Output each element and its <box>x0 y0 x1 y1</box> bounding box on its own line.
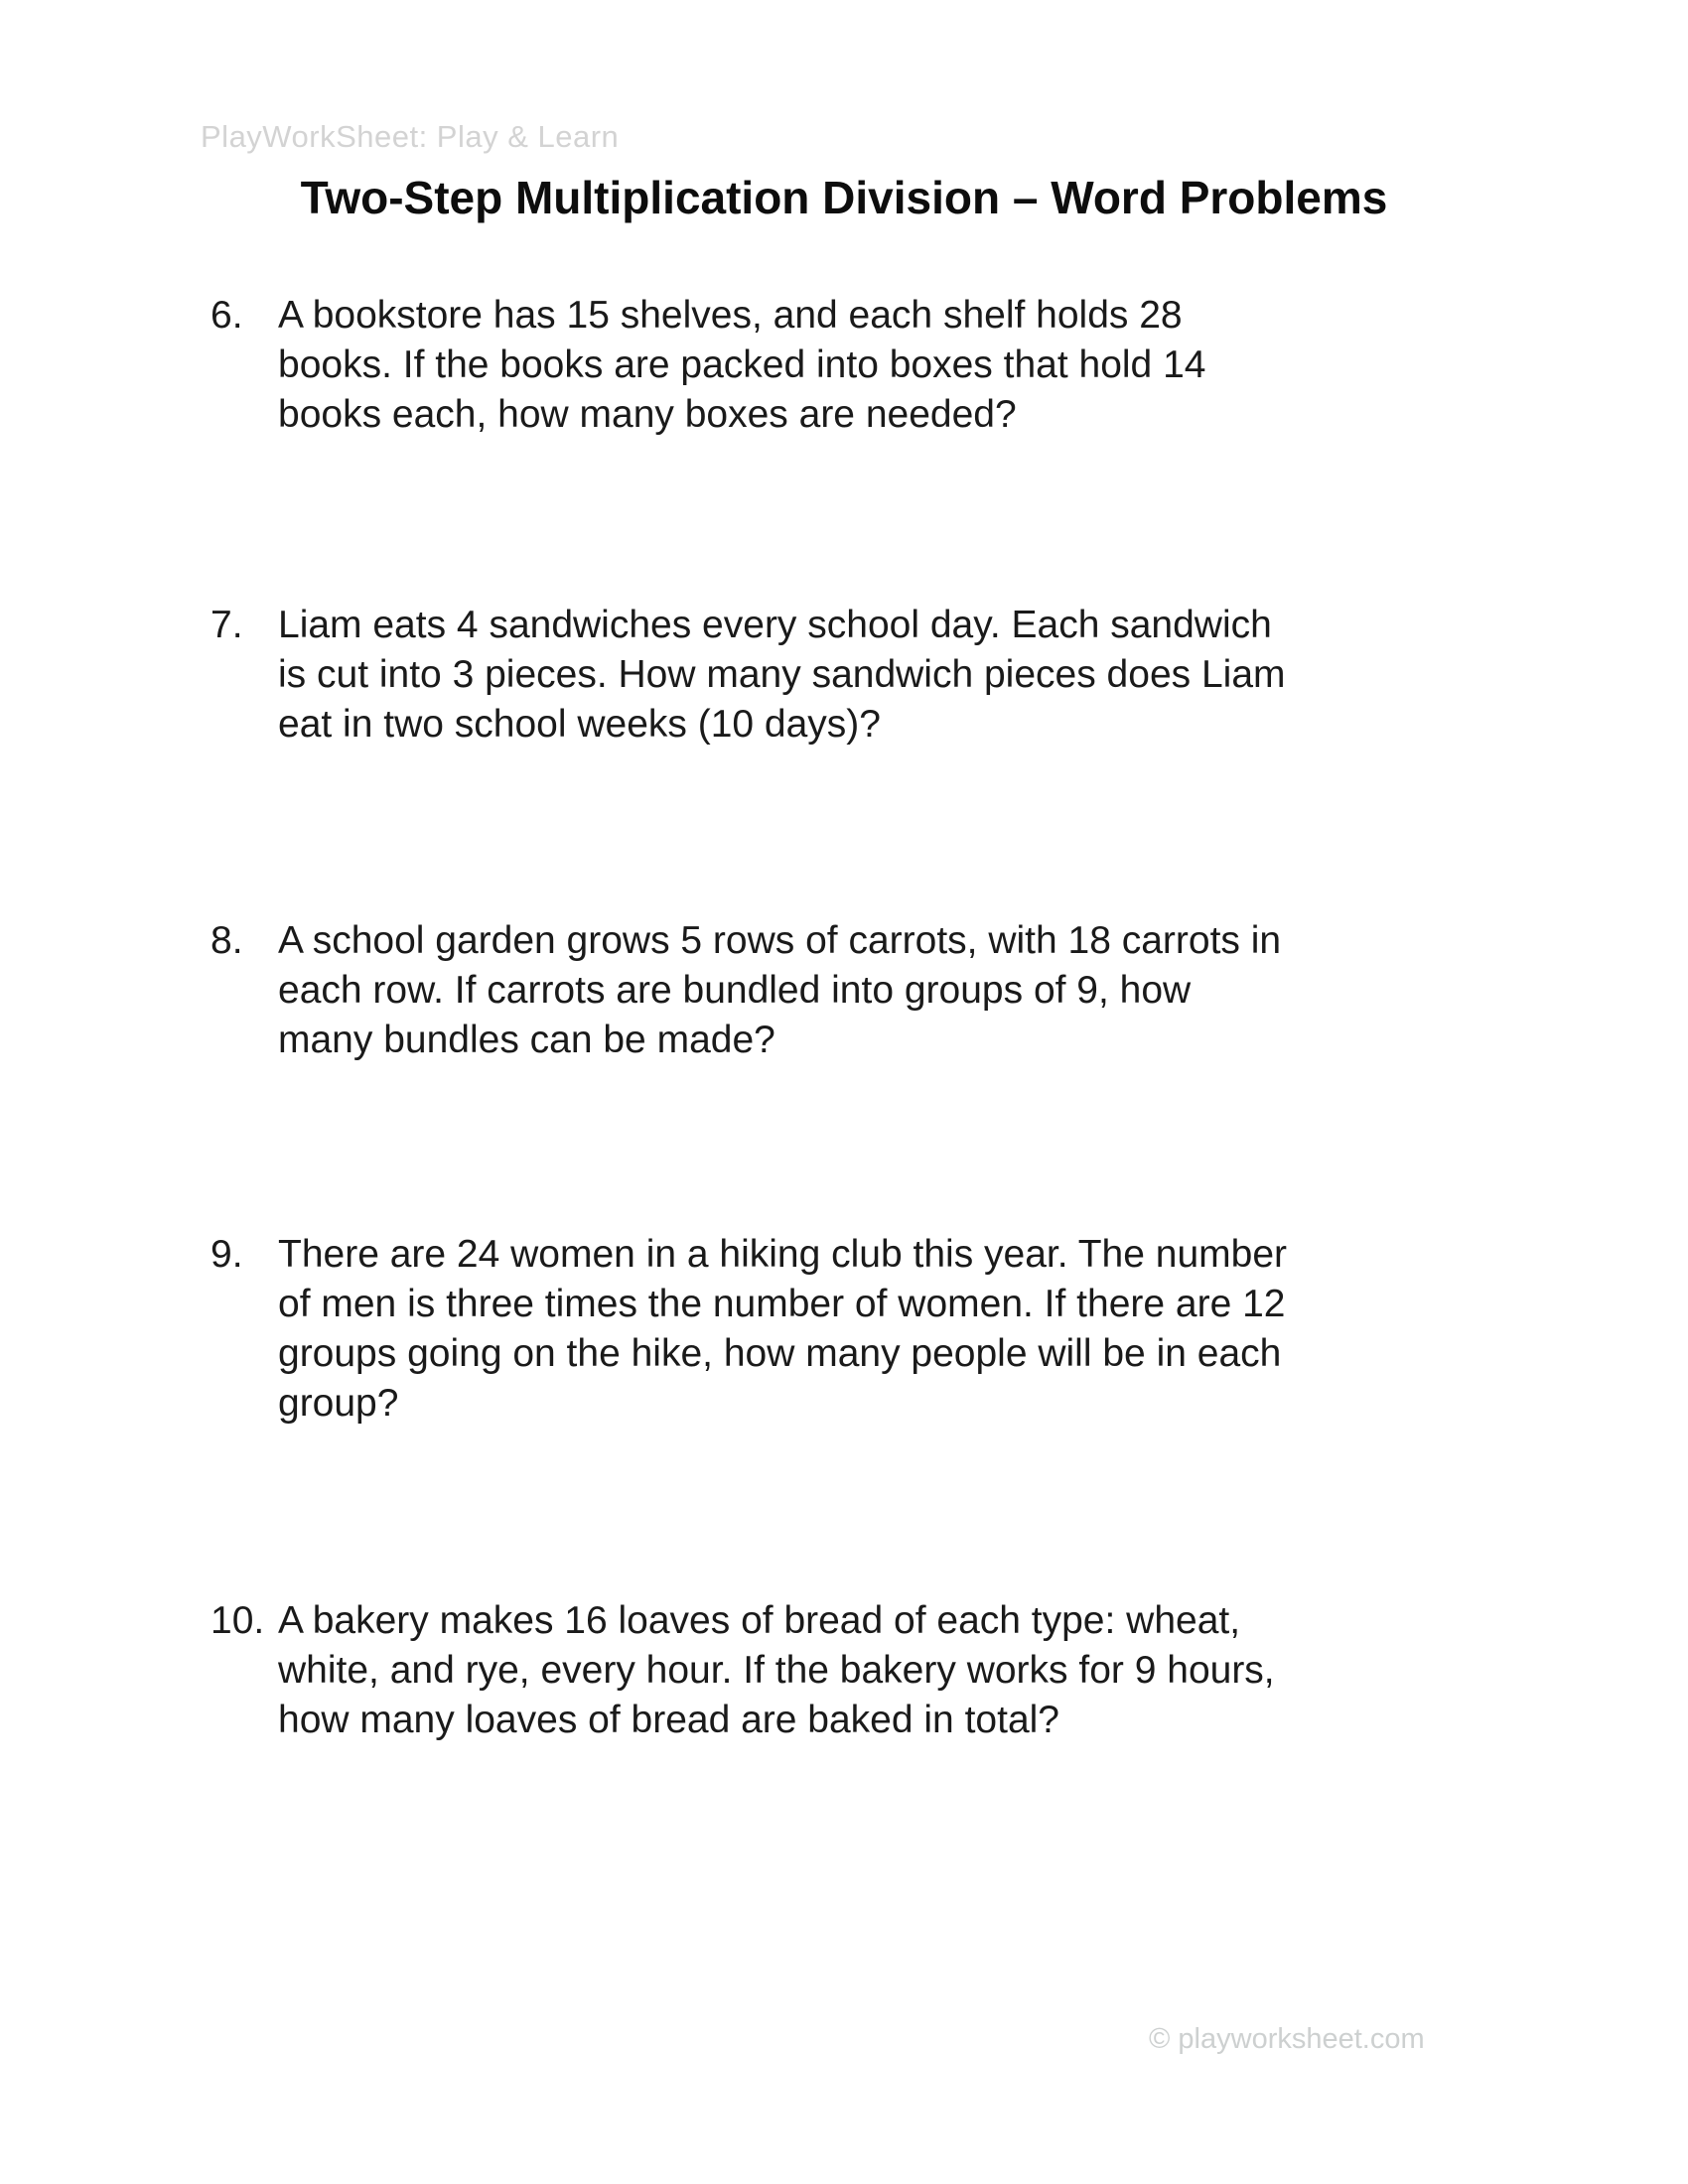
problem-number: 8. <box>211 919 243 962</box>
problem-line: Liam eats 4 sandwiches every school day. Each sandwich <box>278 604 1272 646</box>
problem-line: white, and rye, every hour. If the bakery works for 9 hours, <box>278 1649 1275 1692</box>
problem-text <box>278 916 1281 1065</box>
copyright-text: © playworksheet.com <box>1149 2023 1425 2055</box>
problem-text <box>278 601 1286 750</box>
problem-line: A bookstore has 15 shelves, and each shelf holds 28 <box>278 294 1183 337</box>
problem-item-8 <box>211 916 1281 1065</box>
problem-line: eat in two school weeks (10 days)? <box>278 703 881 746</box>
problem-line: many bundles can be made? <box>278 1019 775 1061</box>
problem-line: groups going on the hike, how many people will be in each <box>278 1332 1282 1375</box>
problem-text <box>278 1596 1275 1745</box>
page-title: Two-Step Multiplication Division – Word Problems <box>300 172 1388 223</box>
problem-text <box>278 1230 1287 1429</box>
problem-line: of men is three times the number of women. If there are 12 <box>278 1283 1286 1325</box>
problem-line: There are 24 women in a hiking club this year. The number <box>278 1233 1287 1276</box>
site-header-text: PlayWorkSheet: Play & Learn <box>201 119 620 154</box>
problem-item-9 <box>211 1230 1287 1429</box>
problem-text <box>278 291 1205 440</box>
problem-item-10 <box>211 1596 1275 1745</box>
problem-number: 9. <box>211 1233 243 1276</box>
problem-number: 10. <box>211 1599 265 1642</box>
problem-line: A bakery makes 16 loaves of bread of each type: wheat, <box>278 1599 1241 1642</box>
problem-line: books each, how many boxes are needed? <box>278 393 1017 436</box>
problem-line: each row. If carrots are bundled into groups of 9, how <box>278 969 1192 1012</box>
problem-line: how many loaves of bread are baked in total? <box>278 1699 1059 1741</box>
problem-number: 7. <box>211 604 243 646</box>
problem-item-6 <box>211 291 1205 440</box>
problem-line: A school garden grows 5 rows of carrots, with 18 carrots in <box>278 919 1282 962</box>
problem-line: is cut into 3 pieces. How many sandwich pieces does Liam <box>278 653 1286 696</box>
problem-line: books. If the books are packed into boxes that hold 14 <box>278 343 1206 386</box>
problem-number: 6. <box>211 294 243 337</box>
problem-line: group? <box>278 1382 399 1425</box>
problem-item-7 <box>211 601 1286 750</box>
